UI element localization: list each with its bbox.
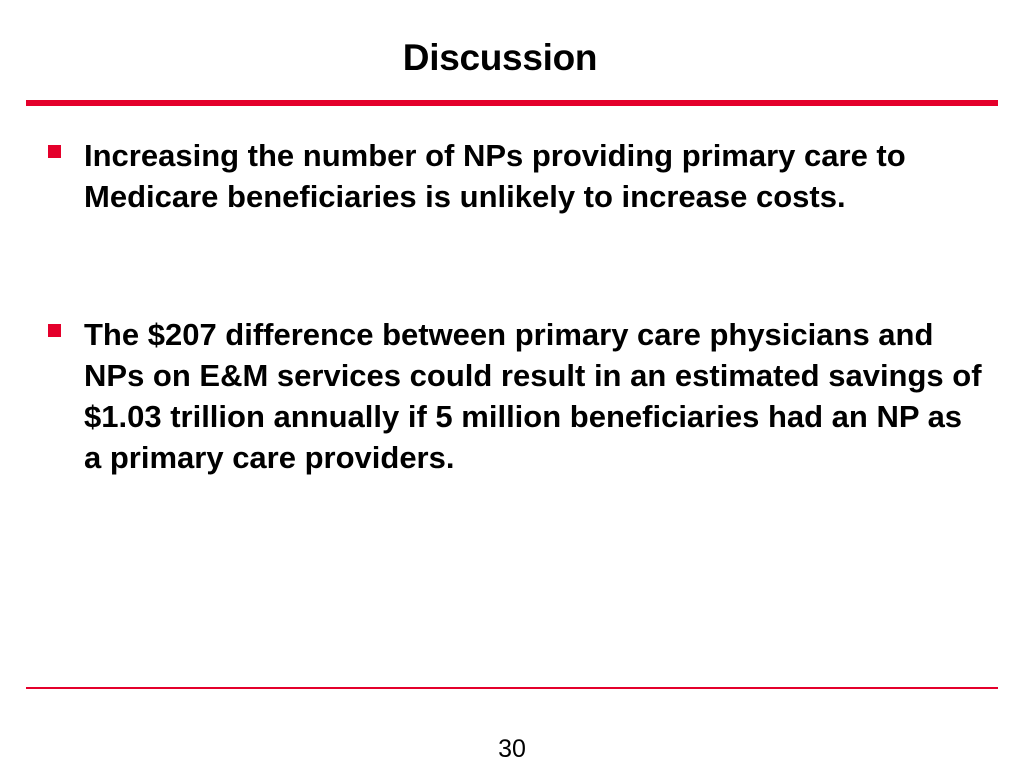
footer-divider (26, 687, 998, 689)
title-divider (26, 100, 998, 106)
bullet-text: Increasing the number of NPs providing primary care to Medicare beneficiaries is unlikely to increase costs. (84, 138, 906, 214)
square-bullet-icon (48, 145, 61, 158)
bullet-text: The $207 difference between primary care physicians and NPs on E&M services could result in an estimated savings of $1.03 trillion annually if 5 million beneficiaries had an NP as a primary care providers. (84, 317, 982, 475)
bullet-item (84, 314, 984, 478)
page-number: 30 (498, 735, 526, 763)
square-bullet-icon (48, 324, 61, 337)
slide-title: Discussion (402, 37, 598, 78)
bullet-item (84, 135, 984, 217)
